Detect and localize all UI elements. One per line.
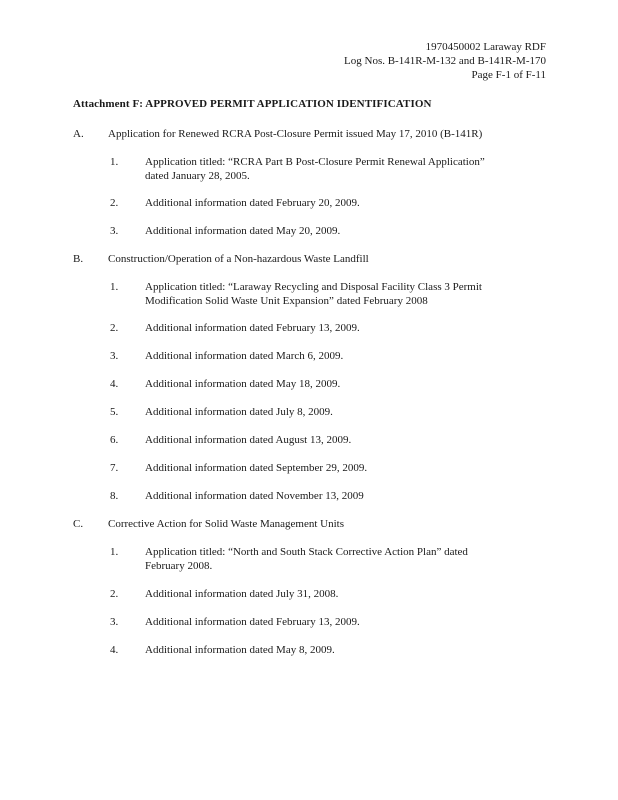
item-number: 5. (110, 406, 119, 418)
item-text: Application titled: “Laraway Recycling and Disposal Facility Class 3 Permit Modification Solid Waste Unit Expansion” dated February 2008 (145, 281, 482, 307)
item-text: Additional information dated May 18, 2009. (145, 378, 341, 390)
item-text: Additional information dated February 13, 2009. (145, 322, 360, 334)
item-text: Additional information dated May 8, 2009. (145, 644, 335, 656)
item-number: 1. (110, 156, 119, 168)
section-title: Construction/Operation of a Non-hazardous Waste Landfill (108, 253, 369, 265)
item-number: 7. (110, 462, 119, 474)
item-number: 3. (110, 616, 119, 628)
item-number: 8. (110, 490, 119, 502)
item-text: Application titled: “RCRA Part B Post-Closure Permit Renewal Application” dated January 28, 2005. (145, 156, 485, 182)
section-letter: A. (73, 128, 84, 140)
item-number: 4. (110, 378, 119, 390)
item-text: Additional information dated July 31, 2008. (145, 588, 339, 600)
item-number: 6. (110, 434, 119, 446)
item-text: Additional information dated March 6, 2009. (145, 350, 344, 362)
item-number: 3. (110, 225, 119, 237)
item-number: 3. (110, 350, 119, 362)
item-text: Additional information dated August 13, 2009. (145, 434, 352, 446)
item-number: 2. (110, 588, 119, 600)
item-number: 1. (110, 281, 119, 293)
section-title: Corrective Action for Solid Waste Management Units (108, 518, 344, 530)
header-facility-id: 1970450002 Laraway RDF (425, 41, 546, 53)
attachment-title: Attachment F: APPROVED PERMIT APPLICATION IDENTIFICATION (73, 98, 432, 110)
item-number: 2. (110, 322, 119, 334)
section-title: Application for Renewed RCRA Post-Closure Permit issued May 17, 2010 (B-141R) (108, 128, 483, 140)
item-number: 2. (110, 197, 119, 209)
item-text: Additional information dated July 8, 2009. (145, 406, 333, 418)
item-text: Additional information dated September 29, 2009. (145, 462, 368, 474)
item-text: Additional information dated February 20, 2009. (145, 197, 360, 209)
item-text: Additional information dated February 13, 2009. (145, 616, 360, 628)
item-number: 1. (110, 546, 119, 558)
section-letter: C. (73, 518, 84, 530)
item-text: Application titled: “North and South Stack Corrective Action Plan” dated February 2008. (145, 546, 468, 572)
section-letter: B. (73, 253, 84, 265)
item-number: 4. (110, 644, 119, 656)
header-page-number: Page F-1 of F-11 (471, 69, 546, 81)
header-log-numbers: Log Nos. B-141R-M-132 and B-141R-M-170 (344, 55, 546, 67)
item-text: Additional information dated May 20, 2009. (145, 225, 341, 237)
item-text: Additional information dated November 13, 2009 (145, 490, 364, 502)
page-header (344, 40, 546, 82)
